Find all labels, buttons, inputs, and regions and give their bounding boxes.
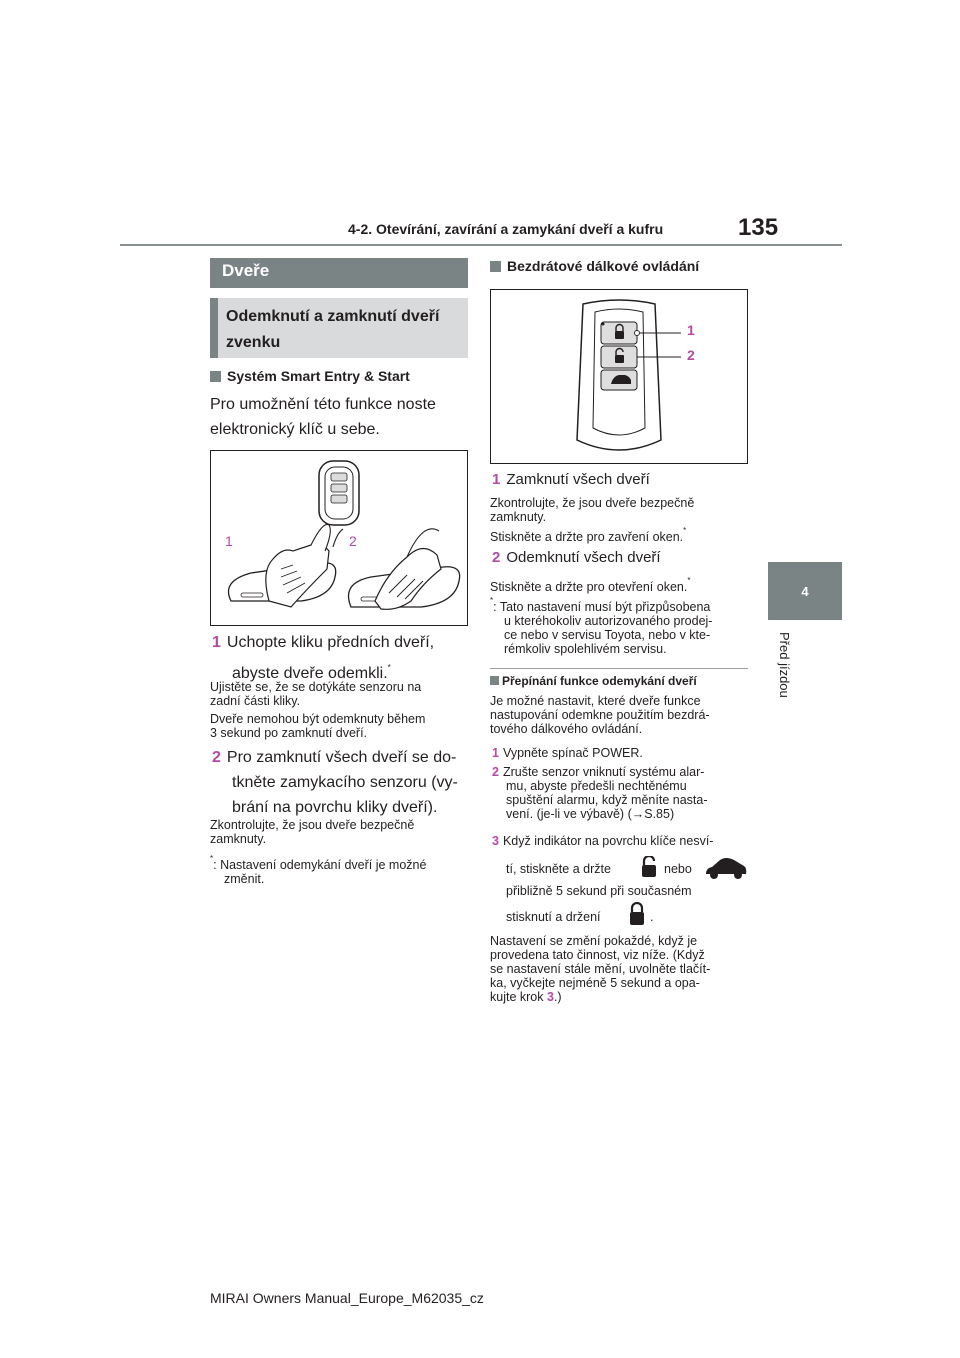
section-heading: Dveře (210, 258, 468, 288)
switch-step-3-line2: tí, stiskněte a držte (506, 862, 611, 876)
switch-step-3: 3 Když indikátor na povrchu klíče nesví- (492, 834, 714, 848)
intro-paragraph: Pro umožnění této funkce noste elektronický klíč u sebe. (210, 396, 436, 438)
door-handle-illustration (211, 451, 467, 625)
subsection-heading-line1: Odemknutí a zamknutí dveří (226, 308, 440, 325)
fob-callout-2: 2 (687, 347, 695, 363)
remote-control-title: Bezdrátové dálkové ovládání (490, 258, 699, 274)
chapter-label-text: Před jízdou (777, 632, 792, 698)
step-1-note: Ujistěte se, že se dotýkáte senzoru na zadní části kliky. (210, 680, 422, 708)
key-fob-illustration (491, 290, 747, 463)
left-footnote: *: Nastavení odemykání dveří je možné změnit. (210, 854, 427, 886)
square-bullet-icon (210, 371, 221, 382)
square-bullet-icon (490, 261, 501, 272)
chapter-label (777, 632, 807, 722)
door-handle-figure (210, 450, 468, 626)
key-fob-figure (490, 289, 748, 464)
running-header: 4-2. Otevírání, zavírání a zamykání dveří a kufru (348, 221, 664, 237)
right-footnote: *: Tato nastavení musí být přizpůsobena u kteréhokoliv autorizovaného prodej- ce nebo v servisu Toyota, nebo v kte- rémkoliv spolehlivém servisu. (490, 596, 713, 656)
step-2: 2 Pro zamknutí všech dveří se do- tkněte zamykacího senzoru (vy- brání na povrchu kliky dveří). (212, 749, 458, 816)
subsection-heading (210, 298, 468, 358)
switch-step-1: 1 Vypněte spínač POWER. (492, 746, 643, 760)
final-paragraph: Nastavení se změní pokaždé, když je provedena tato činnost, viz níže. (Když se nastavení stále mění, uvolněte tlačít- ka, vyčkejte nejméně 5 sekund a opa- kujte krok 3.) (490, 934, 711, 1004)
remote-item-2: 2 Odemknutí všech dveří (492, 549, 661, 566)
smart-entry-title: Systém Smart Entry & Start (210, 368, 410, 384)
remote-item-1-note: Zkontrolujte, že jsou dveře bezpečně zamknuty. Stiskněte a držte pro zavření oken.* (490, 496, 695, 544)
unlock-icon (640, 856, 658, 878)
step-1-note-2: Dveře nemohou být odemknuty během 3 sekund po zamknutí dveří. (210, 712, 426, 740)
page-number: 135 (738, 214, 779, 241)
step-number: 2 (212, 749, 221, 766)
square-bullet-icon (490, 676, 499, 685)
remote-item-1: 1 Zamknutí všech dveří (492, 471, 650, 488)
switch-step-3-end: . (650, 910, 654, 924)
switch-step-2: 2 Zrušte senzor vniknutí systému alar- mu, abyste předešli nechtěnému spuštění alarmu, když měníte nasta- vení. (je-li ve výbavě) (→S.85) (492, 765, 708, 821)
subsection-heading-line2: zvenku (226, 334, 281, 351)
unlock-switch-intro: Je možné nastavit, které dveře funkce nastupování odemkne použitím bezdrá- tového dálkového ovládání. (490, 694, 710, 736)
switch-step-3-line4: stisknutí a držení (506, 910, 601, 924)
chapter-tab: 4 (768, 562, 842, 620)
figure-callout-1: 1 (225, 533, 233, 549)
step-1: 1 Uchopte kliku předních dveří, abyste dveře odemkli.* (212, 634, 435, 682)
divider (490, 668, 748, 669)
figure-callout-2: 2 (349, 533, 357, 549)
lock-icon (628, 902, 646, 926)
page-reference-link[interactable]: S.85) (644, 807, 675, 821)
or-text: nebo (664, 862, 692, 876)
unlock-switch-title: Přepínání funkce odemykání dveří (490, 674, 697, 688)
trunk-icon (704, 856, 748, 880)
header-rule (120, 244, 842, 246)
page-ref-arrow-icon: → (631, 807, 645, 821)
switch-step-3-line3: přibližně 5 sekund při současném (506, 884, 692, 898)
step-2-note: Zkontrolujte, že jsou dveře bezpečně zamknuty. (210, 818, 415, 846)
fob-callout-1: 1 (687, 322, 695, 338)
step-number: 1 (212, 634, 221, 651)
remote-item-2-note: Stiskněte a držte pro otevření oken.* (490, 576, 691, 594)
footer-doc-id: MIRAI Owners Manual_Europe_M62035_cz (210, 1290, 484, 1306)
